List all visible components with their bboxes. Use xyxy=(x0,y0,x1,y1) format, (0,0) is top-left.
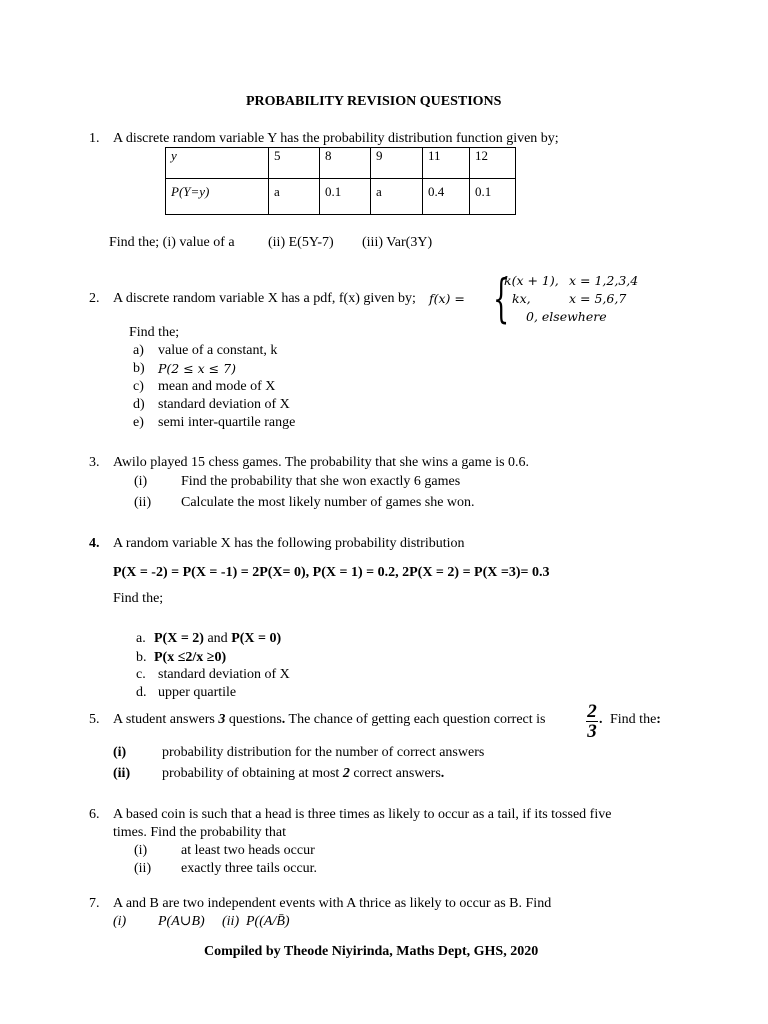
table-row xyxy=(166,179,516,215)
table-row xyxy=(166,148,516,179)
list-item-label: c. xyxy=(136,667,146,682)
list-item: mean and mode of X xyxy=(158,379,276,394)
q6-number: 6. xyxy=(89,807,100,822)
q6-line1: A based coin is such that a head is three times as likely to occur as a tail, if its tossed five xyxy=(113,807,612,822)
list-item-label: (i) xyxy=(113,745,127,760)
q7-text: A and B are two independent events with A thrice as likely to occur as B. Find xyxy=(113,896,552,911)
q5-find: Find the: xyxy=(610,712,661,727)
q1-number: 1. xyxy=(89,131,100,146)
q2-case1-cond: x = 1,2,3,4 xyxy=(569,273,639,288)
q2-case1-expr: k(x + 1), xyxy=(504,273,559,288)
list-item-label: e) xyxy=(133,415,144,430)
q7-ii-text: P((A/B̄) xyxy=(246,914,290,929)
list-item-label: (ii) xyxy=(113,766,131,781)
q2-number: 2. xyxy=(89,291,100,306)
q7-number: 7. xyxy=(89,896,100,911)
q2-case3: 0, elsewhere xyxy=(526,309,607,324)
list-item-label: b) xyxy=(133,361,145,376)
fraction-denominator: 3 xyxy=(587,721,597,742)
list-item: P(x ≤2/x ≥0) xyxy=(154,650,227,665)
q1-text: A discrete random variable Y has the probability distribution function given by; xyxy=(113,131,559,146)
q2-text: A discrete random variable X has a pdf, f(x) given by; xyxy=(113,291,416,306)
list-item: exactly three tails occur. xyxy=(181,861,318,876)
distribution-table xyxy=(165,147,516,215)
list-item-label: b. xyxy=(136,650,147,665)
q5-text-pre: A student answers xyxy=(113,712,215,727)
q7-i-text: P(A∪B) xyxy=(158,914,205,929)
table-cell: 11 xyxy=(423,148,470,179)
list-item-label: (ii) xyxy=(134,495,152,510)
table-cell: 12 xyxy=(470,148,516,179)
table-cell: 8 xyxy=(320,148,371,179)
q2-case2-cond: x = 5,6,7 xyxy=(569,291,627,306)
q5-number: 5. xyxy=(89,712,100,727)
q1-find-ii: (ii) E(5Y-7) xyxy=(268,235,334,250)
q7-ii-label: (ii) xyxy=(222,914,240,929)
table-cell: a xyxy=(269,179,320,215)
table-cell: 0.4 xyxy=(423,179,470,215)
fraction xyxy=(585,702,599,741)
q1-find-iii: (iii) Var(3Y) xyxy=(362,235,433,250)
q4-a-and: and xyxy=(207,631,228,646)
list-item-label: (ii) xyxy=(134,861,152,876)
q4-number: 4. xyxy=(89,536,100,551)
q1-find: Find the; (i) value of a xyxy=(109,235,235,250)
piecewise-brace: { xyxy=(493,270,510,329)
q5-text-post: The chance of getting each question correct is xyxy=(288,712,546,727)
table-cell: P(Y=y) xyxy=(166,179,269,215)
q4-equation: P(X = -2) = P(X = -1) = 2P(X= 0), P(X = 1) = 0.2, 2P(X = 2) = P(X =3)= 0.3 xyxy=(113,565,550,580)
footer-credit: Compiled by Theode Niyirinda, Maths Dept, GHS, 2020 xyxy=(204,944,539,959)
list-item-label: a) xyxy=(133,343,144,358)
list-item: upper quartile xyxy=(158,685,237,700)
list-item: Find the probability that she won exactly 6 games xyxy=(181,474,461,489)
list-item-label: c) xyxy=(133,379,144,394)
q3-number: 3. xyxy=(89,455,100,470)
q5-text: A student answers 3 questions. The chance of getting each question correct is xyxy=(113,712,546,727)
list-item: Calculate the most likely number of games she won. xyxy=(181,495,475,510)
list-item: P(2 ≤ x ≤ 7) xyxy=(158,361,236,376)
q4-a-part1: P(X = 2) xyxy=(154,631,204,646)
list-item: standard deviation of X xyxy=(158,397,290,412)
list-item-label: d. xyxy=(136,685,147,700)
list-item: semi inter-quartile range xyxy=(158,415,296,430)
table-cell: a xyxy=(371,179,423,215)
table-cell: y xyxy=(166,148,269,179)
q5-text-mid: questions xyxy=(228,712,282,727)
page-title: PROBABILITY REVISION QUESTIONS xyxy=(246,94,502,109)
list-item-label: a. xyxy=(136,631,146,646)
table-cell: 5 xyxy=(269,148,320,179)
list-item: probability of obtaining at most 2 correct answers. xyxy=(162,766,445,781)
list-item: standard deviation of X xyxy=(158,667,290,682)
list-item: probability distribution for the number of correct answers xyxy=(162,745,485,760)
list-item-label: d) xyxy=(133,397,145,412)
table-cell: 0.1 xyxy=(320,179,371,215)
table-cell: 9 xyxy=(371,148,423,179)
q2-fx: f(x) = xyxy=(429,291,465,306)
q3-text: Awilo played 15 chess games. The probability that she wins a game is 0.6. xyxy=(113,455,530,470)
list-item: at least two heads occur xyxy=(181,843,315,858)
fraction-numerator: 2 xyxy=(587,701,597,722)
list-item: value of a constant, k xyxy=(158,343,278,358)
q6-line2: times. Find the probability that xyxy=(113,825,287,840)
list-item-label: (i) xyxy=(134,474,148,489)
q4-find: Find the; xyxy=(113,591,164,606)
q2-find: Find the; xyxy=(129,325,180,340)
q4-text: A random variable X has the following probability distribution xyxy=(113,536,465,551)
q7-i-label: (i) xyxy=(113,914,127,929)
list-item xyxy=(154,631,281,647)
q2-case2-expr: kx, xyxy=(512,291,531,306)
q5-number-of-questions: 3 xyxy=(218,712,226,727)
table-cell: 0.1 xyxy=(470,179,516,215)
q4-a-part2: P(X = 0) xyxy=(231,631,282,646)
list-item-label: (i) xyxy=(134,843,148,858)
